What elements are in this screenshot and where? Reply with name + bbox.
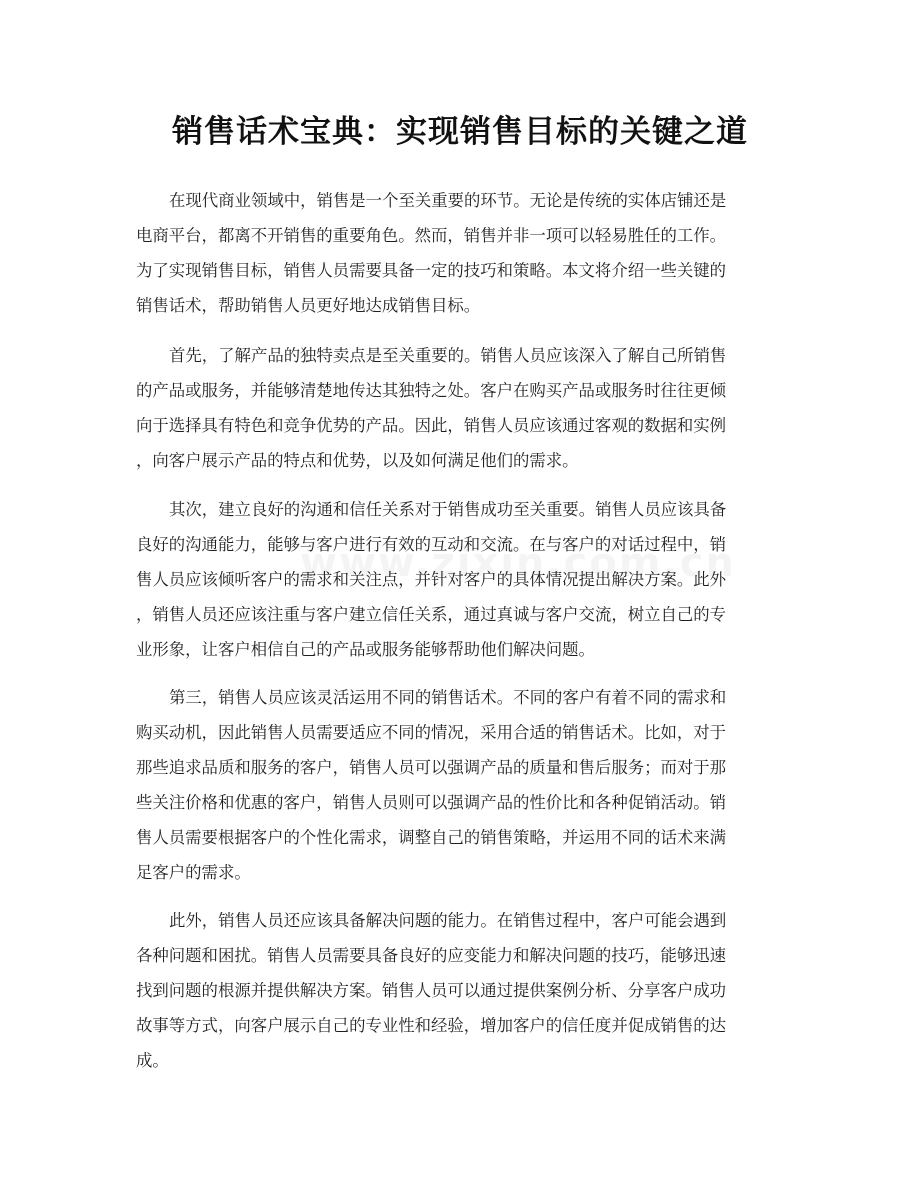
- text-line: 电商平台，都离不开销售的重要角色。然而，销售并非一项可以轻易胜任的工作。: [136, 226, 727, 245]
- paragraph-second: [136, 492, 796, 667]
- text-line: 销售话术，帮助销售人员更好地达成销售目标。: [136, 296, 481, 315]
- text-line: 售人员应该倾听客户的需求和关注点，并针对客户的具体情况提出解决方案。此外: [136, 570, 727, 589]
- text-line: 些关注价格和优惠的客户，销售人员则可以强调产品的性价比和各种促销活动。销: [136, 793, 727, 812]
- text-line: 成。: [136, 1051, 169, 1070]
- text-line: 此外，销售人员还应该具备解决问题的能力。在销售过程中，客户可能会遇到: [169, 911, 727, 930]
- text-line: 各种问题和困扰。销售人员需要具备良好的应变能力和解决问题的技巧，能够迅速: [136, 946, 727, 965]
- text-line: 故事等方式，向客户展示自己的专业性和经验，增加客户的信任度并促成销售的达: [136, 1016, 727, 1035]
- text-line: 的产品或服务，并能够清楚地传达其独特之处。客户在购买产品或服务时往往更倾: [136, 381, 727, 400]
- text-line: 在现代商业领域中，销售是一个至关重要的环节。无论是传统的实体店铺还是: [169, 191, 727, 210]
- paragraph-first: [136, 338, 796, 478]
- page-title: 销售话术宝典：实现销售目标的关键之道: [172, 114, 748, 150]
- paragraph-intro: [136, 183, 796, 323]
- text-line: 足客户的需求。: [136, 863, 251, 882]
- text-line: 购买动机，因此销售人员需要适应不同的情况，采用合适的销售话术。比如，对于: [136, 723, 727, 742]
- text-line: 售人员需要根据客户的个性化需求，调整自己的销售策略，并运用不同的话术来满: [136, 828, 727, 847]
- text-line: 其次，建立良好的沟通和信任关系对于销售成功至关重要。销售人员应该具备: [169, 500, 727, 519]
- text-line: 业形象，让客户相信自己的产品或服务能够帮助他们解决问题。: [136, 640, 595, 659]
- text-line: 良好的沟通能力，能够与客户进行有效的互动和交流。在与客户的对话过程中，销: [136, 535, 727, 554]
- text-line: 找到问题的根源并提供解决方案。销售人员可以通过提供案例分析、分享客户成功: [136, 981, 727, 1000]
- text-line: 向于选择具有特色和竞争优势的产品。因此，销售人员应该通过客观的数据和实例: [136, 416, 727, 435]
- paragraph-third: [136, 680, 796, 890]
- text-line: ，销售人员还应该注重与客户建立信任关系，通过真诚与客户交流，树立自己的专: [136, 605, 727, 624]
- text-line: 那些追求品质和服务的客户，销售人员可以强调产品的质量和售后服务；而对于那: [136, 758, 727, 777]
- text-line: 为了实现销售目标，销售人员需要具备一定的技巧和策略。本文将介绍一些关键的: [136, 261, 727, 280]
- text-line: 第三，销售人员应该灵活运用不同的销售话术。不同的客户有着不同的需求和: [169, 688, 727, 707]
- text-line: ，向客户展示产品的特点和优势，以及如何满足他们的需求。: [136, 451, 579, 470]
- paragraph-fourth: [136, 903, 796, 1078]
- text-line: 首先，了解产品的独特卖点是至关重要的。销售人员应该深入了解自己所销售: [169, 346, 727, 365]
